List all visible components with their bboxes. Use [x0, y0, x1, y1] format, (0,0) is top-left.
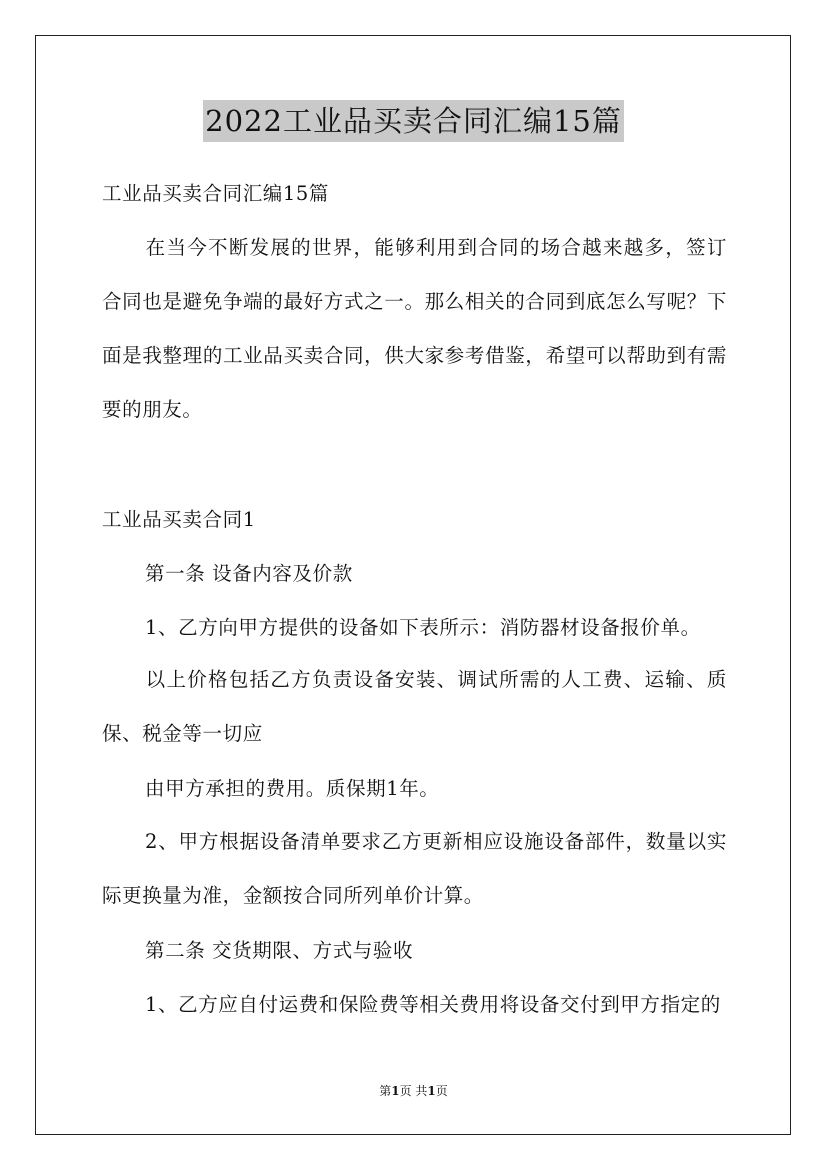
article-1-heading: 第一条 设备内容及价款: [145, 562, 353, 585]
document-title-text: 2022工业品买卖合同汇编15篇: [203, 100, 624, 142]
footer-mid: 页 共: [399, 1084, 428, 1098]
footer-prefix: 第: [379, 1084, 392, 1098]
clause-1-cost: 由甲方承担的费用。质保期1年。: [145, 777, 440, 800]
intro-paragraph: [102, 221, 727, 437]
clause-2-1: 1、乙方应自付运费和保险费等相关费用将设备交付到甲方指定的: [145, 993, 721, 1016]
footer-page-number: 1: [391, 1084, 400, 1098]
section-heading: 工业品买卖合同1: [102, 508, 256, 531]
page-footer: [0, 1082, 827, 1100]
intro-text: 在当今不断发展的世界，能够利用到合同的场合越来越多，签订合同也是避免争端的最好方式之一。那么相关的合同到底怎么写呢？下面是我整理的工业品买卖合同，供大家参考借鉴，希望可以帮助到有需要的朋友。: [102, 236, 727, 421]
footer-suffix: 页: [435, 1084, 448, 1098]
clause-1-price-text: 以上价格包括乙方负责设备安装、调试所需的人工费、运输、质保、税金等一切应: [102, 668, 727, 745]
document-title: [0, 100, 827, 142]
clause-1-2-text: 2、甲方根据设备清单要求乙方更新相应设施设备部件，数量以实际更换量为准，金额按合同所列单价计算。: [102, 830, 727, 907]
clause-1-2-paragraph: [102, 815, 727, 923]
footer-page-total: 1: [427, 1084, 436, 1098]
clause-1-price-paragraph: [102, 653, 727, 761]
document-subtitle: 工业品买卖合同汇编15篇: [102, 182, 330, 205]
article-2-heading: 第二条 交货期限、方式与验收: [145, 939, 414, 962]
clause-1-1: 1、乙方向甲方提供的设备如下表所示：消防器材设备报价单。: [145, 616, 701, 639]
